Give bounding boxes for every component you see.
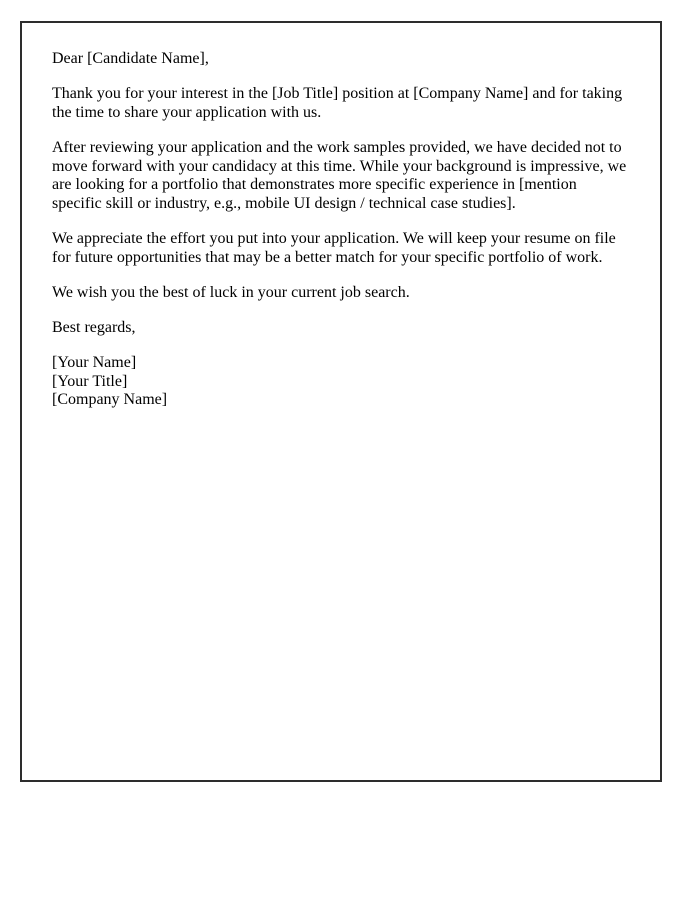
paragraph-thank-you: Thank you for your interest in the [Job Title] position at [Company Name] and for taking the time to share your application with us.	[52, 84, 623, 121]
signature-company: [Company Name]	[52, 391, 168, 409]
paragraph-appreciation: We appreciate the effort you put into your application. We will keep your resume on file for future opportunities that may be a better match for your specific portfolio of work.	[52, 230, 616, 266]
closing: Best regards,	[52, 318, 136, 336]
signature-title: [Your Title]	[52, 372, 128, 390]
paragraph-decision: After reviewing your application and the work samples provided, we have decided not to move forward with your candidacy at this time. While your background is impressive, we are looking for a portfolio that demonstrates more specific experience in [mention specific skill or industry, e.g., mobile UI design / technical case studies].	[52, 138, 627, 213]
paragraph-well-wishes: We wish you the best of luck in your current job search.	[52, 283, 410, 301]
signature-name: [Your Name]	[52, 353, 137, 371]
letter-page	[20, 21, 662, 782]
signature-block	[52, 354, 630, 411]
salutation: Dear [Candidate Name],	[52, 50, 209, 67]
